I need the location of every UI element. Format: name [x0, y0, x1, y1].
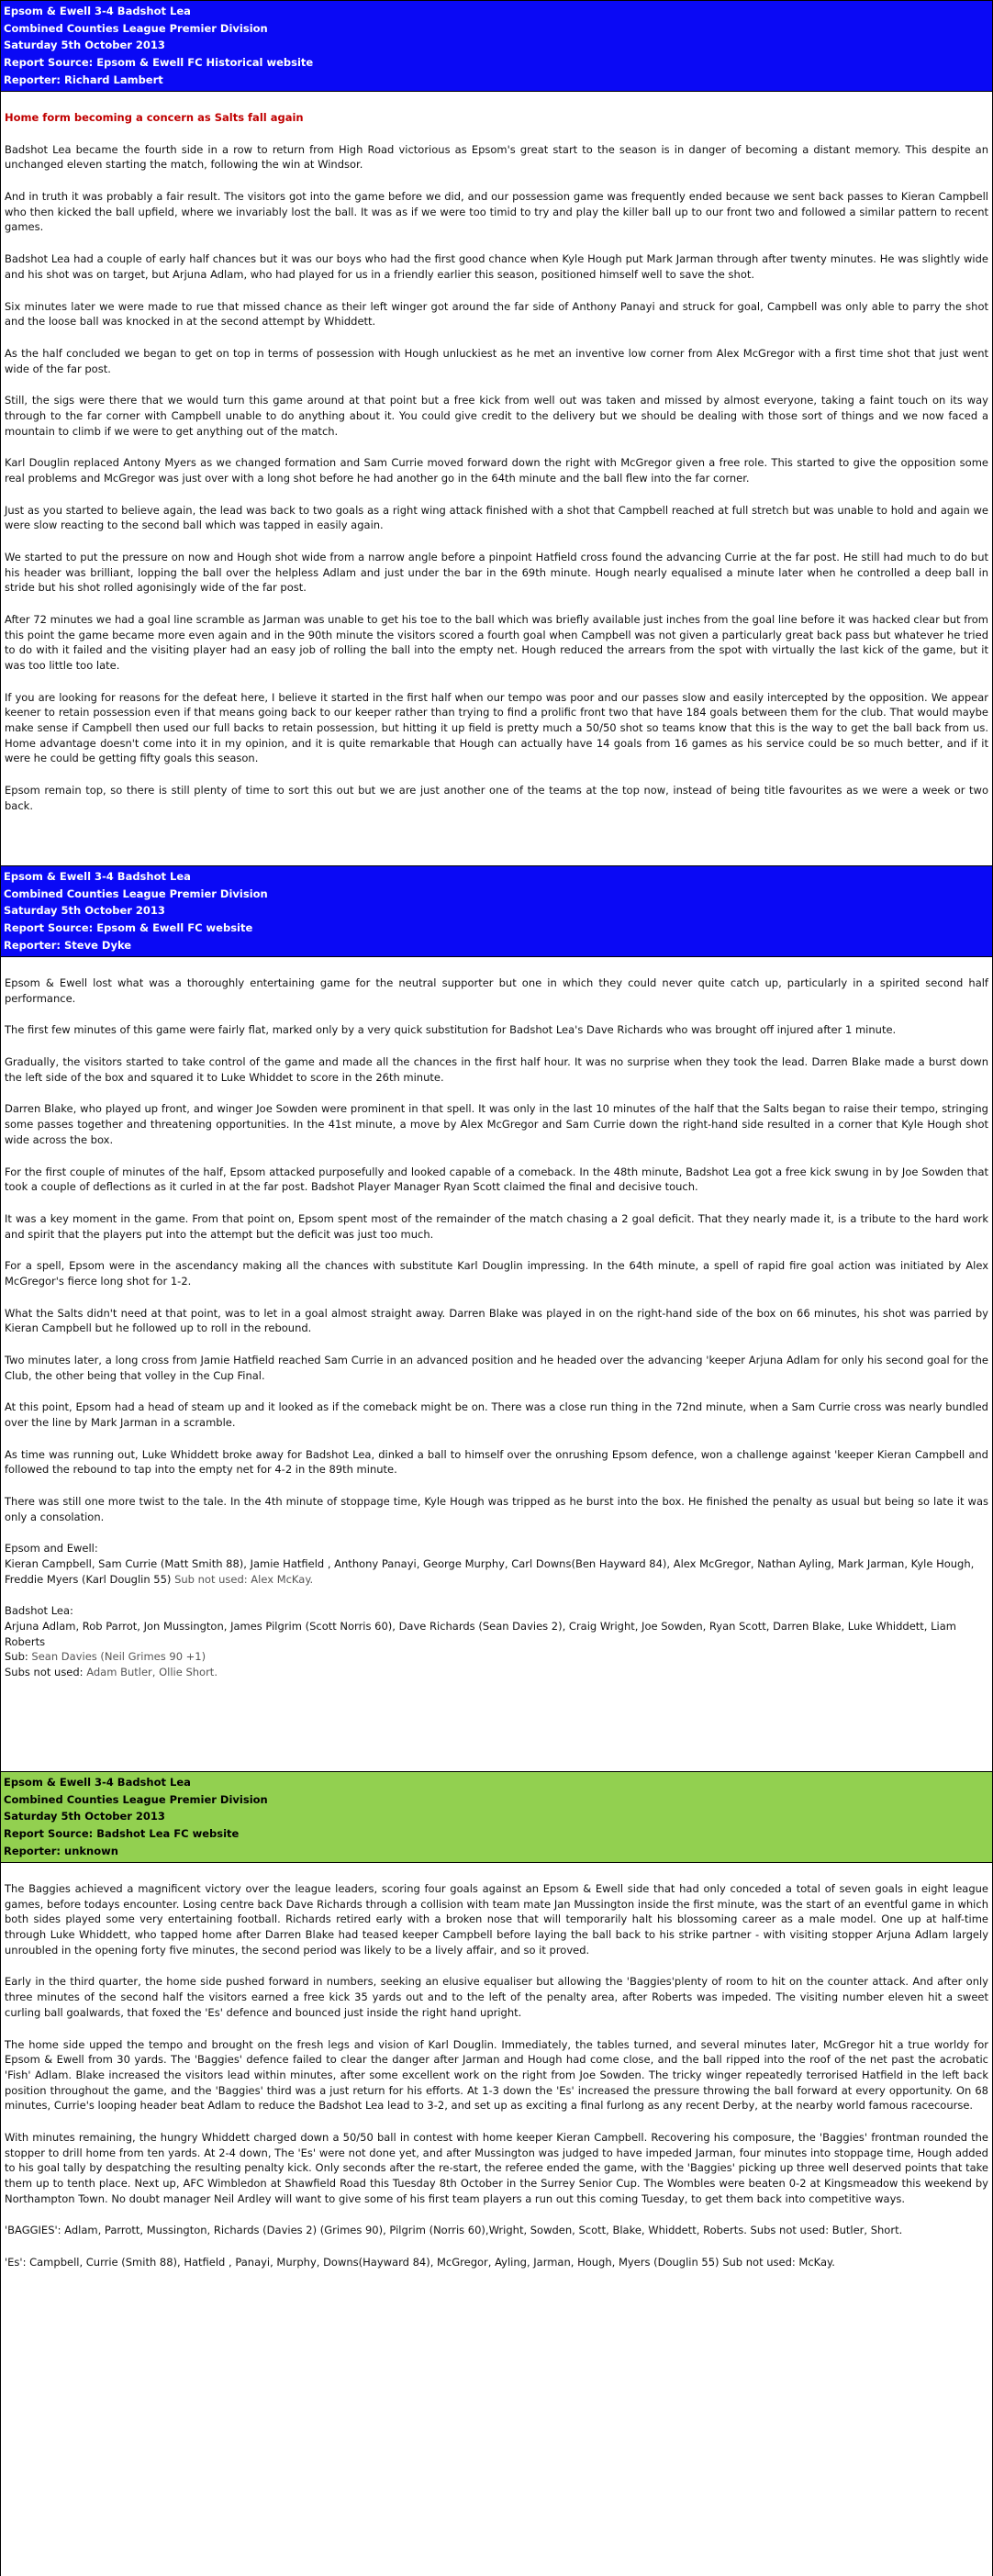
report-header: [1, 0, 992, 92]
paragraph: Just as you started to believe again, the lead was back to two goals as a right wing attack finished with a shot that Campbell reached at full stretch but was unable to hold and again we were slow reacting to the second ball which was tapped in easily again.: [5, 503, 988, 532]
paragraph: Badshot Lea became the fourth side in a row to return from High Road victorious as Epsom's great start to the season is in danger of becoming a distant memory. This despite an unchanged eleven starting the match, following the win at Windsor.: [5, 142, 988, 172]
paragraph: Early in the third quarter, the home side pushed forward in numbers, seeking an elusive equaliser but allowing the 'Baggies'plenty of room to hit on the counter attack. And after only three minutes of the second half the visitors earned a free kick 35 yards out and to the left of the penalty area, after Roberts was impeded. The visiting number eleven hit a sweet curling ball goalwards, that foxed the 'Es' defence and bounced just inside the right hand upright.: [5, 1975, 988, 2019]
paragraph: Two minutes later, a long cross from Jamie Hatfield reached Sam Currie in an advanced position and he headed over the advancing 'keeper Arjuna Adlam for only his second goal for the Club, the other being that volley in the Cup Final.: [5, 1353, 988, 1382]
paragraph: The home side upped the tempo and brought on the fresh legs and vision of Karl Douglin. Immediately, the tables turned, and several minutes later, McGregor hit a true worldy for Epsom & Ewell from 30 yards. The 'Baggies' defence failed to clear the danger after Jarman and Hough had come close, and the ball ripped into the roof of the net past the acrobatic 'Fish' Adlam. Blake increased the visitors lead within minutes, after some excellent work on the right from Joe Sowden. The tricky winger repeatedly terrorised Hatfield in the left back position throughout the game, and the 'Baggies' third was a just return for his efforts. At 1-3 down the 'Es' increased the pressure throwing the ball forward at every opportunity. On 68 minutes, Currie's looping header beat Adlam to reduce the Badshot Lea lead to 3-2, and set up as exciting a final furlong as any recent Derby, at the nearby world famous racecourse.: [5, 2037, 988, 2113]
headline: Home form becoming a concern as Salts fall again: [5, 111, 304, 125]
lineup-unused: Sub not used: Alex McKay.: [174, 1572, 314, 1586]
paragraph: It was a key moment in the game. From that point on, Epsom spent most of the remainder of the match chasing a 2 goal deficit. That they nearly made it, is a tribute to the hard work and spirit that the players put into the attempt but the deficit was just too much.: [5, 1211, 988, 1241]
sub-value: Sean Davies (Neil Grimes 90 +1): [31, 1650, 206, 1664]
report-header: [1, 1771, 992, 1863]
lineup-players: Kieran Campbell, Sam Currie (Matt Smith 88), Jamie Hatfield , Anthony Panayi, George Murphy, Carl Downs(Ben Hayward 84), Alex McGregor, Nathan Ayling, Mark Jarman, Kyle Hough, Freddie Myers (Karl Douglin 55): [5, 1556, 975, 1586]
competition: Combined Counties League Premier Division: [4, 21, 268, 35]
paragraph: With minutes remaining, the hungry Whiddett charged down a 50/50 ball in contest with home keeper Kieran Campbell. Recovering his composure, the 'Baggies' frontman rounded the stopper to drill home from ten yards. At 2-4 down, The 'Es' were not done yet, and after Mussington was judged to have impeded Jarman, four minutes into stoppage time, Hough added to his goal tally by despatching the resulting penalty kick. Only seconds after the re-start, the referee ended the game, with the 'Baggies' picking up three well deserved points that take them up to tenth place. Next up, AFC Wimbledon at Shawfield Road this Tuesday 8th October in the Surrey Senior Cup. The Wombles were beaten 0-2 at Kingsmeadow this weekend by Northampton Town. No doubt manager Neil Ardley will want to give some of his first team players a run out this coming Tuesday, to get them back into competitive ways.: [5, 2130, 988, 2205]
sub-label: Sub:: [5, 1650, 32, 1664]
paragraph: 'BAGGIES': Adlam, Parrott, Mussington, Richards (Davies 2) (Grimes 90), Pilgrim (Norris 60),Wright, Sowden, Scott, Blake, Whiddett, Roberts. Subs not used: Butler, Short.: [5, 2224, 903, 2237]
paragraph: Karl Douglin replaced Antony Myers as we changed formation and Sam Currie moved forward down the right with McGregor given a free role. This started to give the opposition some real problems and McGregor was just over with a long shot before he had another go in the 64th minute and the ball flew into the far corner.: [5, 456, 988, 485]
paragraph: We started to put the pressure on now and Hough shot wide from a narrow angle before a pinpoint Hatfield cross found the advancing Currie at the far post. He still had much to do but his header was brilliant, lopping the ball over the helpless Adlam and just under the bar in the 69th minute. Hough nearly equalised a minute later when he controlled a deep ball in stride but his shot rolled agonisingly wide of the far post.: [5, 550, 988, 595]
report-source: Report Source: Badshot Lea FC website: [4, 1826, 240, 1840]
reporter: Reporter: Steve Dyke: [4, 938, 132, 952]
lineup-players: Arjuna Adlam, Rob Parrot, Jon Mussington, James Pilgrim (Scott Norris 60), Dave Richards (Sean Davies 2), Craig Wright, Joe Sowden, Ryan Scott, Darren Blake, Luke Whiddett, Liam Roberts: [5, 1619, 956, 1648]
match-title: Epsom & Ewell 3-4 Badshot Lea: [4, 1776, 191, 1789]
reporter: Reporter: unknown: [4, 1844, 118, 1857]
lineup-title: Badshot Lea:: [5, 1604, 73, 1618]
paragraph: Six minutes later we were made to rue that missed chance as their left winger got around the far side of Anthony Panayi and struck for goal, Campbell was only able to parry the shot and the loose ball was knocked in at the second attempt by Whiddett.: [5, 299, 988, 329]
lineup-sub: [5, 1649, 988, 1665]
paragraph: There was still one more twist to the tale. In the 4th minute of stoppage time, Kyle Hough was tripped as he burst into the box. He finished the penalty as usual but being so late it was only a consolation.: [5, 1494, 988, 1523]
match-date: Saturday 5th October 2013: [4, 904, 165, 918]
match-report-1: [1, 0, 992, 865]
match-title: Epsom & Ewell 3-4 Badshot Lea: [4, 5, 191, 17]
competition: Combined Counties League Premier Division: [4, 1792, 268, 1806]
paragraph: Epsom & Ewell lost what was a thoroughly entertaining game for the neutral supporter but one in which they could never quite catch up, particularly in a spirited second half performance.: [5, 976, 988, 1005]
paragraph: As time was running out, Luke Whiddett broke away for Badshot Lea, dinked a ball to himself over the onrushing Epsom defence, won a challenge against 'keeper Kieran Campbell and followed the rebound to tap into the empty net for 4-2 in the 89th minute.: [5, 1447, 988, 1477]
lineup-title: Epsom and Ewell:: [5, 1542, 98, 1556]
paragraph: As the half concluded we began to get on top in terms of possession with Hough unluckiest as he met an inventive low corner from Alex McGregor with a first time shot that just went wide of the far post.: [5, 346, 988, 375]
match-date: Saturday 5th October 2013: [4, 39, 165, 52]
paragraph: At this point, Epsom had a head of steam up and it looked as if the comeback might be on. There was a close run thing in the 72nd minute, when a Sam Currie cross was nearly bundled over the line by Mark Jarman in a scramble.: [5, 1400, 988, 1429]
paragraph: Epsom remain top, so there is still plenty of time to sort this out but we are just another one of the teams at the top now, instead of being title favourites as we were a week or two back.: [5, 783, 988, 812]
paragraph: After 72 minutes we had a goal line scramble as Jarman was unable to get his toe to the ball which was briefly available just inches from the goal line before it was hacked clear but from this point the game became more even again and in the 90th minute the visitors scored a fourth goal when Campbell was not given a particularly great back pass but whatever he tried to do with it failed and the visiting player had an easy job of rolling the ball into the empty net. Hough reduced the arrears from the spot with virtually the last kick of the game, but it was too little too late.: [5, 612, 988, 672]
paragraph: And in truth it was probably a fair result. The visitors got into the game before we did, and our possession game was frequently ended because we sent back passes to Kieran Campbell who then kicked the ball upfield, where we invariably lost the ball. It was as if we were too timid to try and play the killer ball up to our front two and followed a similar pattern to recent games.: [5, 190, 988, 234]
paragraph: The first few minutes of this game were fairly flat, marked only by a very quick substitution for Badshot Lea's Dave Richards who was brought off injured after 1 minute.: [5, 1023, 897, 1037]
paragraph: Badshot Lea had a couple of early half chances but it was our boys who had the first good chance when Kyle Hough put Mark Jarman through after twenty minutes. He was slightly wide and his shot was on target, but Arjuna Adlam, who had played for us in a friendly earlier this season, positioned himself well to save the shot.: [5, 252, 988, 281]
paragraph: If you are looking for reasons for the defeat here, I believe it started in the first half when our tempo was poor and our passes slow and easily intercepted by the opposition. We appear keener to retain possession even if that means going back to our keeper rather than trying to find a prolific front two that have 184 goals between them for the club. That would maybe make sense if Campbell then used our full backs to retain possession, but hitting it up field is pretty much a 50/50 shot so teams know that this is the way to get the ball back from us. Home advantage doesn't come into it in my opinion, and it is quite remarkable that Hough can actually have 14 goals from 16 games as his service could be so much better, and if it were he could be getting fifty goals this season.: [5, 690, 988, 765]
paragraph: The Baggies achieved a magnificent victory over the league leaders, scoring four goals against an Epsom & Ewell side that had only conceded a total of seven goals in eight league games, before todays encounter. Losing centre back Dave Richards through a collision with team mate Jan Mussington inside the first minute, was the start of an eventful game in which both sides played some very entertaining football. Richards retired early with a broken nose that will temporarily halt his blossoming career as a male model. One up at half-time through Luke Whiddett, who tapped home after Darren Blake had teased keeper Campbell before laying the ball back to his strike partner - with visiting stopper Arjuna Adlam largely unroubled in the opening forty five minutes, the second period was likely to be a lively affair, and so it proved.: [5, 1882, 988, 1957]
match-date: Saturday 5th October 2013: [4, 1810, 165, 1823]
match-report-2: [1, 865, 992, 1771]
report-body: [1, 1863, 992, 2290]
report-body: [1, 957, 992, 1701]
reporter: Reporter: Richard Lambert: [4, 72, 163, 86]
away-lineup: [5, 1603, 988, 1679]
unused-value: Adam Butler, Ollie Short.: [86, 1665, 218, 1678]
match-title: Epsom & Ewell 3-4 Badshot Lea: [4, 870, 191, 883]
paragraph: What the Salts didn't need at that point, was to let in a goal almost straight away. Darren Blake was played in on the right-hand side of the box on 66 minutes, his shot was parried by Kieran Campbell but he followed up to roll in the rebound.: [5, 1306, 988, 1335]
paragraph: Gradually, the visitors started to take control of the game and made all the chances in the first half hour. It was no surprise when they took the lead. Darren Blake made a burst down the left side of the box and squared it to Luke Whiddet to score in the 26th minute.: [5, 1055, 988, 1084]
unused-label: Subs not used:: [5, 1665, 87, 1678]
paragraph: For the first couple of minutes of the half, Epsom attacked purposefully and looked capable of a comeback. In the 48th minute, Badshot Lea got a free kick swung in by Joe Sowden that took a couple of deflections as it curled in at the far post. Badshot Player Manager Ryan Scott claimed the final and decisive touch.: [5, 1165, 988, 1194]
home-lineup: [5, 1541, 988, 1587]
paragraph: Darren Blake, who played up front, and winger Joe Sowden were prominent in that spell. It was only in the last 10 minutes of the half that the Salts began to raise their tempo, stringing some passes together and threatening opportunities. In the 41st minute, a move by Alex McGregor and Sam Currie down the right-hand side resulted in a corner that Kyle Hough shot wide across the box.: [5, 1102, 988, 1146]
report-body: [1, 92, 992, 833]
paragraph: 'Es': Campbell, Currie (Smith 88), Hatfield , Panayi, Murphy, Downs(Hayward 84), McGregor, Ayling, Jarman, Hough, Myers (Douglin 55) Sub not used: McKay.: [5, 2255, 835, 2269]
report-source: Report Source: Epsom & Ewell FC Historical website: [4, 55, 314, 69]
report-source: Report Source: Epsom & Ewell FC website: [4, 920, 253, 934]
match-report-3: [1, 1771, 992, 2389]
paragraph: For a spell, Epsom were in the ascendancy making all the chances with substitute Karl Douglin impressing. In the 64th minute, a spell of rapid fire goal action was initiated by Alex McGregor's fierce long shot for 1-2.: [5, 1259, 988, 1288]
lineup-unused: [5, 1665, 988, 1680]
paragraph: Still, the sigs were there that we would turn this game around at that point but a free kick from well out was taken and missed by almost everyone, taking a faint touch on its way through to the far corner with Campbell unable to do anything about it. You could give credit to the delivery but we should be dealing with those sort of things and we now faced a mountain to climb if we were to get anything out of the match.: [5, 394, 988, 438]
competition: Combined Counties League Premier Division: [4, 887, 268, 900]
report-header: [1, 865, 992, 957]
